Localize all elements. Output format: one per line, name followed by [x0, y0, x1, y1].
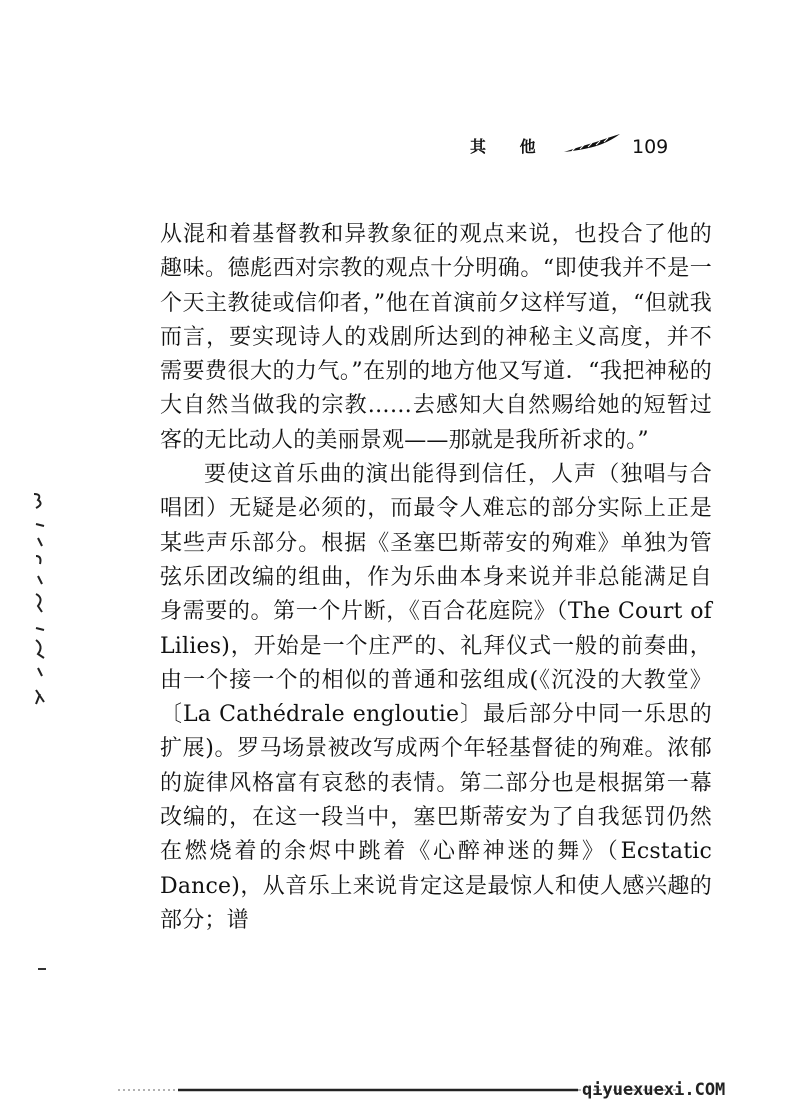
- watermark: qiyuexuexi.COM: [582, 1080, 726, 1100]
- running-head: 其 他: [470, 137, 550, 156]
- paragraph-1: 从混和着基督教和异教象征的观点来说，也投合了他的趣味。德彪西对宗教的观点十分明确。“即使我并不是一个天主教徒或信仰者，”他在首演前夕这样写道，“但就我而言，要实现诗人的戏剧所达到的神秘主义高度，并不需要费很大的力气。”在别的地方他又写道．“我把神秘的大自然当做我的宗教……去感知大自然赐给她的短暂过客的无比动人的美丽景观——那就是我所祈求的。”: [160, 222, 712, 453]
- paragraph-2: 要使这首乐曲的演出能得到信任，人声（独唱与合唱团）无疑是必须的，而最令人难忘的部分实际上正是某些声乐部分。根据《圣塞巴斯蒂安的殉难》单独为管弦乐团改编的组曲，作为乐曲本身来说并非总能满足自身需要的。第一个片断，《百合花庭院》（The Court of Lilies)，开始是一个庄严的、礼拜仪式一般的前奏曲，由一个接一个的相似的普通和弦组成(《沉没的大教堂》〔La Cathédrale engloutie〕最后部分中同一乐思的扩展)。罗马场景被改写成两个年轻基督徒的殉难。浓郁的旋律风格富有哀愁的表情。第二部分也是根据第一幕改编的，在这一段当中，塞巴斯蒂安为了自我惩罚仍然在燃烧着的余烬中跳着《心醉神迷的舞》（Ecstatic Dance)，从音乐上来说肯定这是最惊人和使人感兴趣的部分；谱: [160, 462, 712, 933]
- margin-dash: [38, 968, 46, 970]
- page-number: 109: [632, 136, 669, 158]
- body-text: [160, 218, 712, 938]
- page-header: [470, 128, 710, 164]
- feather-ornament-icon: [562, 132, 622, 156]
- binding-marks-icon: [30, 490, 50, 730]
